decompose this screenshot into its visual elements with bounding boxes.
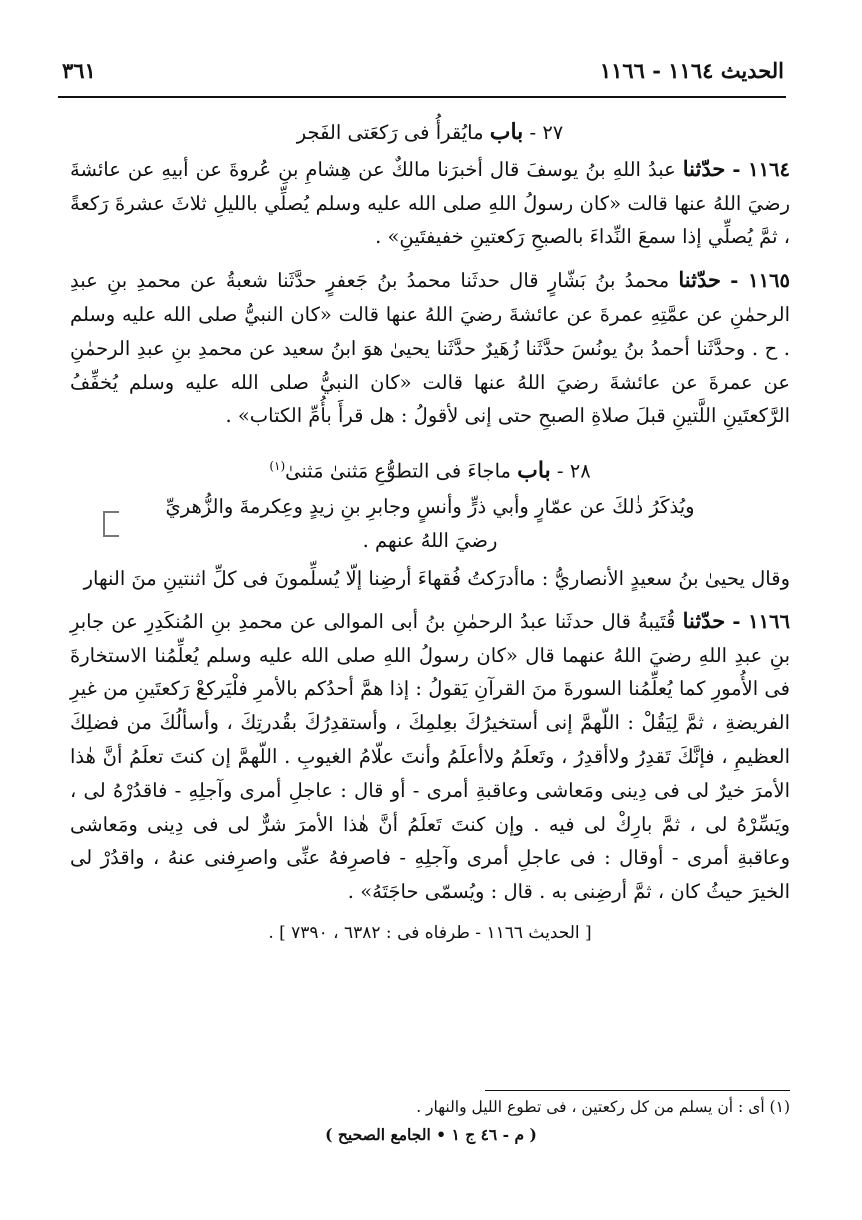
page-number: ٣٦١	[62, 58, 96, 83]
printer-signature: ( م - ٤٦ ج ١ • الجامع الصحيح )	[325, 1125, 537, 1144]
chapter-27-heading	[70, 116, 790, 150]
chapter-word: باب	[489, 119, 524, 145]
chapter-title: مايُقرأُ فى رَكعَتى الفَجر	[296, 121, 484, 144]
running-title: الحديث ١١٦٤ - ١١٦٦	[599, 58, 784, 83]
haddathana-word: حدّثنا	[682, 155, 726, 181]
hadith-text: قُتَيبةُ قال حدثَنا عبدُ الرحمٰنِ بنُ أبى الموالى عن محمدِ بنِ المُنكَدِرِ عن جابرِ بنِ عبدِ اللهِ رضيَ اللهُ عنهما قال «كان رسولُ اللهِ صلى الله عليه وسلم يُعلِّمُنا الاستخارةَ فى الأُمورِ كما يُعلِّمُنا السورةَ منَ القرآنِ يَقولُ : إذا همَّ أحدُكم بالأمرِ فلْيَركعْ رَكعتَينِ من غيرِ الفريضةِ ، ثمَّ لِيَقُلْ : اللّهمَّ إنى أستخيرُكَ بعِلمِكَ ، وأستقدِرُكَ بقُدرتِكَ ، وأسألُكَ من فضلِكَ العظيمِ ، فإنَّكَ تَقدِرُ ولاأقدِرُ ، وتَعلَمُ ولاأعلَمُ وأنتَ علّامُ الغيوبِ . اللّهمَّ إن كنتَ تعلَمُ أنَّ هٰذا الأمرَ خيرٌ لى فى دِينى ومَعاشى وعاقبةِ أمرى - أو قال : عاجلِ أمرى وآجلِهِ - فاقدُرْهُ لى ، ويَسِّرْهُ لى ، ثمَّ بارِكْ لى فيه . وإن كنتَ تَعلَمُ أنَّ هٰذا الأمرَ شرٌّ لى فى دِينى ومَعاشى وعاقبةِ أمرى - أوقال : فى عاجلِ أمرى وآجلِهِ - فاصرِفهُ عنِّى واصرِفنى عنهُ ، واقدُرْ لى الخيرَ حيثُ كان ، ثمَّ أرضِنى به . قال : ويُسمّى حاجَتَهُ» .	[70, 609, 790, 904]
footnote-rule	[485, 1090, 790, 1091]
chapter-28-subtitle: ويُذكَرُ ذٰلكَ عن عمّارٍ وأبي ذرٍّ وأنسٍ وجابرِ بنِ زيدٍ وعِكرمةَ والزُّهريِّ	[165, 495, 695, 519]
hadith-1164	[70, 152, 790, 254]
hadith-number: ١١٦٦ -	[732, 609, 791, 633]
footnote-marker: (١)	[269, 459, 286, 474]
ansari-quote: وقال يحيىٰ بنُ سعيدٍ الأنصاريُّ : ماأدرَكتُ فُقهاءَ أرضِنا إلّا يُسلِّمونَ فى كلِّ اثنتينِ منَ النهار	[83, 567, 790, 591]
page-header	[62, 58, 784, 92]
chapter-number: ٢٨ -	[556, 459, 591, 483]
chapter-word: باب	[517, 457, 551, 484]
footnote: (١) أى : أن يسلم من كل ركعتين ، فى تطوع الليل والنهار .	[416, 1098, 790, 1116]
chapter-28-heading	[70, 450, 790, 488]
chapter-title: ماجاءَ فى التطوُّعِ مَثنىٰ مَثنىٰ	[285, 459, 511, 483]
hadith-number: ١١٦٤ -	[732, 157, 791, 181]
hadith-number: ١١٦٥ -	[730, 269, 791, 293]
hadith-1165	[70, 263, 790, 433]
hadith-1166	[70, 604, 790, 909]
haddathana-word: حدّثنا	[678, 267, 721, 293]
hadith-text: محمدُ بنُ بَشّارٍ قال حدثَنا محمدُ بنُ جَعفرٍ حدَّثَنا شعبةُ عن محمدِ بنِ عبدِ الرحمٰنِ عن عمَّتِهِ عمرةَ عن عائشةَ رضيَ اللهُ عنها قالت «كان النبيُّ صلى الله عليه وسلم . ح . وحدَّثَنا أحمدُ بنُ يونُسَ حدَّثَنا زُهَيرٌ حدَّثَنا يحيىٰ هوَ ابنُ سعيد عن محمدِ بنِ عبدِ الرحمٰنِ عن عمرةَ عن عائشةَ رضيَ اللهُ عنها قالت «كان النبيُّ صلى الله عليه وسلم يُخفِّفُ الرَّكعتَينِ اللَّتينِ قبلَ صلاةِ الصبحِ حتى إنى لأقولُ : هل قرأَ بأُمِّ الكتاب» .	[70, 269, 790, 428]
header-rule	[58, 96, 786, 98]
hadith-text: عبدُ اللهِ بنُ يوسفَ قال أخبرَنا مالكٌ عن هِشامِ بنِ عُروةَ عن أبيهِ عن عائشةَ رضيَ اللهُ عنها قالت «كان رسولُ اللهِ صلى الله عليه وسلم يُصلِّي بالليلِ ثلاثَ عشرةَ رَكعةً ، ثمَّ يُصلِّي إذا سمعَ النِّداءَ بالصبحِ رَكعتينِ خفيفتَينِ» .	[70, 157, 790, 249]
page-body	[70, 116, 790, 951]
chapter-number: ٢٧ -	[529, 121, 564, 144]
chapter-28-subtitle-end: رضيَ اللهُ عنهم .	[362, 529, 498, 553]
haddathana-word: حدّثنا	[682, 607, 726, 633]
hadith-1166-references: [ الحديث ١١٦٦ - طرفاه فى : ٦٣٨٢ ، ٧٣٩٠ ] .	[268, 923, 592, 944]
